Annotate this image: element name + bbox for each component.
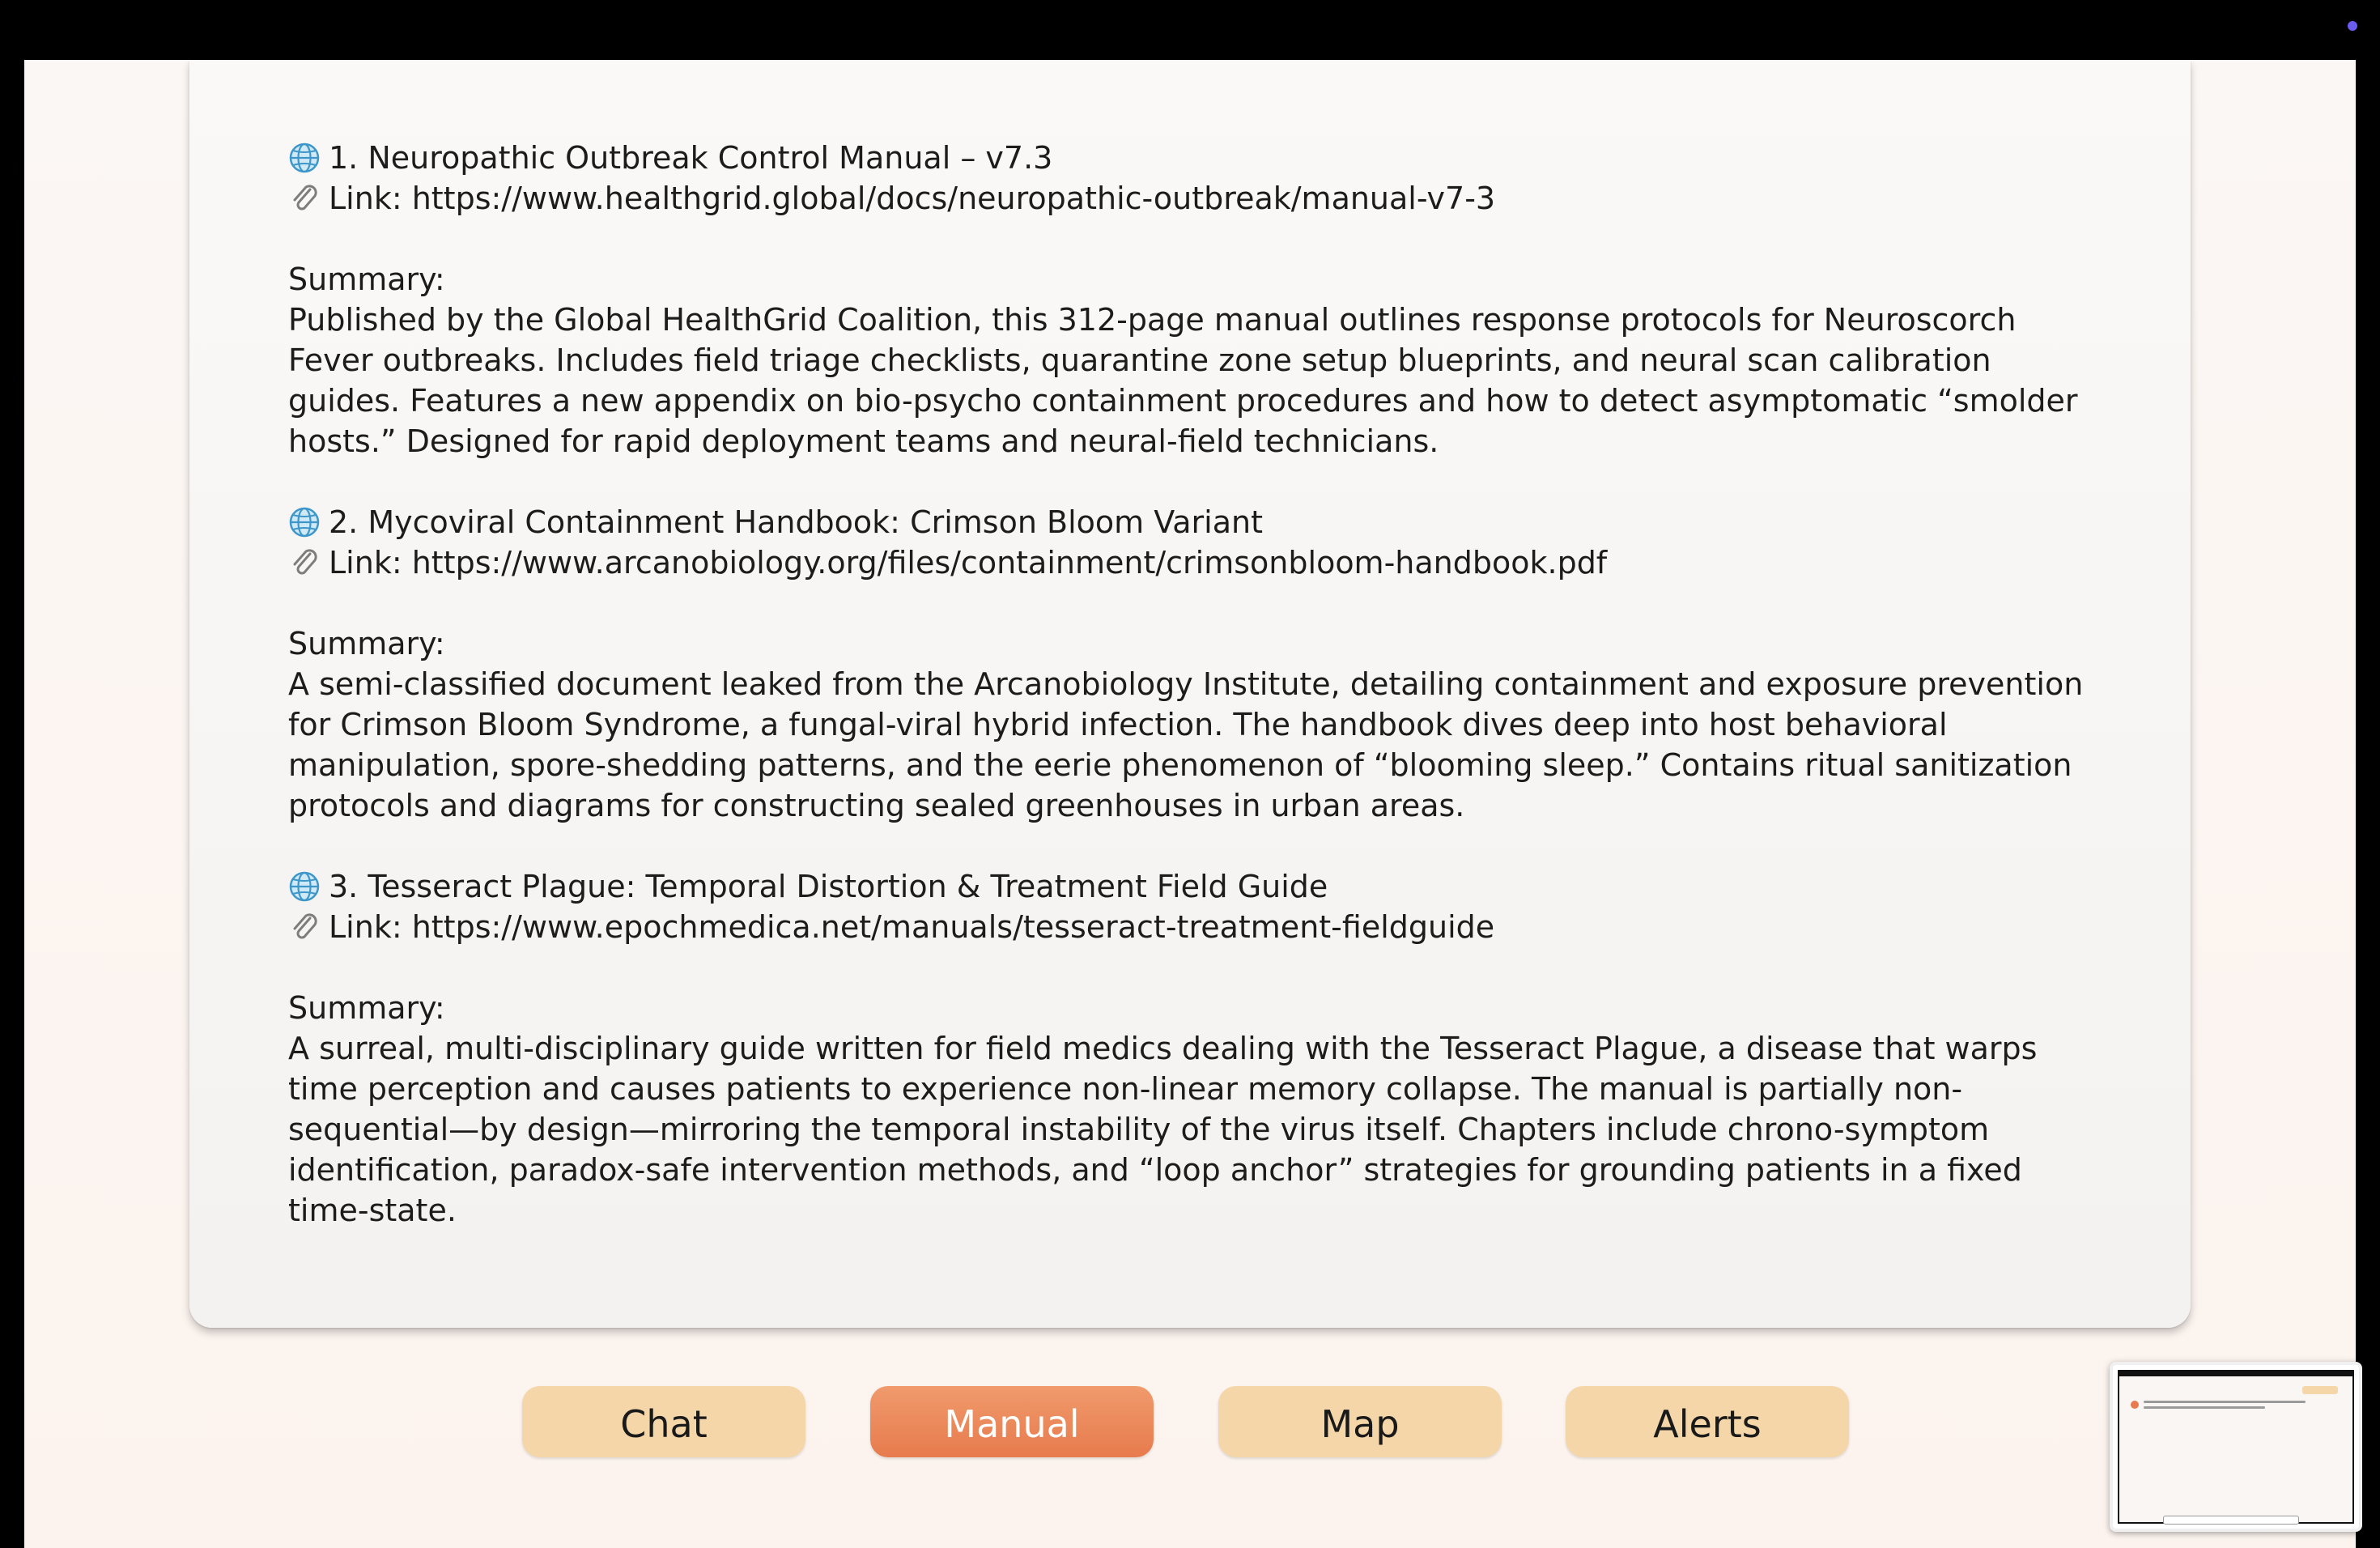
manual-panel[interactable] — [189, 60, 2191, 1328]
top-bar — [0, 0, 2380, 60]
summary-label: Summary: — [288, 262, 445, 297]
entry-link-row — [288, 542, 2092, 583]
thumbnail-content — [2118, 1370, 2354, 1524]
entry-summary: A surreal, multi-disciplinary guide written for field medics dealing with the Tesseract Plague, a disease that warps time perception and causes patients to experience non-linear memory collapse. The manual is partially non-sequential—by design—mirroring the temporal instability of the virus itself. Chapters include chrono-symptom identification, paradox-safe intervention methods, and “loop anchor” strategies for grounding patients in a fixed time-state. — [288, 1031, 2038, 1228]
entry-title: 3. Tesseract Plague: Temporal Distortion & Treatment Field Guide — [329, 869, 1328, 904]
entry-summary: Published by the Global HealthGrid Coalition, this 312-page manual outlines response protocols for Neuroscorch Fever outbreaks. Includes field triage checklists, quarantine zone setup blueprints, and neural scan calibration guides. Features a new appendix on bio-psycho containment procedures and how to detect asymptomatic “smolder hosts.” Designed for rapid deployment teams and neural-field technicians. — [288, 302, 2078, 459]
manual-entry — [288, 502, 2092, 826]
entry-title: 1. Neuropathic Outbreak Control Manual – v7.3 — [329, 140, 1053, 176]
tab-map[interactable]: Map — [1218, 1386, 1502, 1457]
paperclip-icon — [288, 911, 321, 943]
entry-title-row — [288, 138, 2092, 178]
globe-icon — [288, 870, 321, 903]
bottom-tab-bar — [24, 1386, 2356, 1459]
tab-manual[interactable]: Manual — [870, 1386, 1154, 1457]
entry-title-row — [288, 866, 2092, 907]
entry-link[interactable]: Link: https://www.epochmedica.net/manuals/tesseract-treatment-fieldguide — [329, 909, 1495, 945]
globe-icon — [288, 142, 321, 174]
entry-link-row — [288, 178, 2092, 219]
manual-entry — [288, 138, 2092, 461]
screenshot-thumbnail-preview[interactable] — [2110, 1362, 2362, 1532]
tab-alerts[interactable]: Alerts — [1566, 1386, 1849, 1457]
status-indicator-dot — [2348, 21, 2357, 31]
paperclip-icon — [288, 182, 321, 215]
globe-icon — [288, 506, 321, 538]
paperclip-icon — [288, 546, 321, 579]
entry-link[interactable]: Link: https://www.healthgrid.global/docs/neuropathic-outbreak/manual-v7-3 — [329, 181, 1496, 216]
entry-title-row — [288, 502, 2092, 542]
summary-label: Summary: — [288, 990, 445, 1026]
app-window — [24, 60, 2356, 1548]
manual-entry — [288, 866, 2092, 1231]
entry-link-row — [288, 907, 2092, 947]
entry-link[interactable]: Link: https://www.arcanobiology.org/files/containment/crimsonbloom-handbook.pdf — [329, 545, 1608, 580]
entry-summary: A semi-classified document leaked from the Arcanobiology Institute, detailing containment and exposure prevention for Crimson Bloom Syndrome, a fungal-viral hybrid infection. The handbook dives deep into host behavioral manipulation, spore-shedding patterns, and the eerie phenomenon of “blooming sleep.” Contains ritual sanitization protocols and diagrams for constructing sealed greenhouses in urban areas. — [288, 666, 2084, 823]
summary-label: Summary: — [288, 626, 445, 661]
entry-title: 2. Mycoviral Containment Handbook: Crimson Bloom Variant — [329, 504, 1264, 540]
tab-chat[interactable]: Chat — [522, 1386, 805, 1457]
